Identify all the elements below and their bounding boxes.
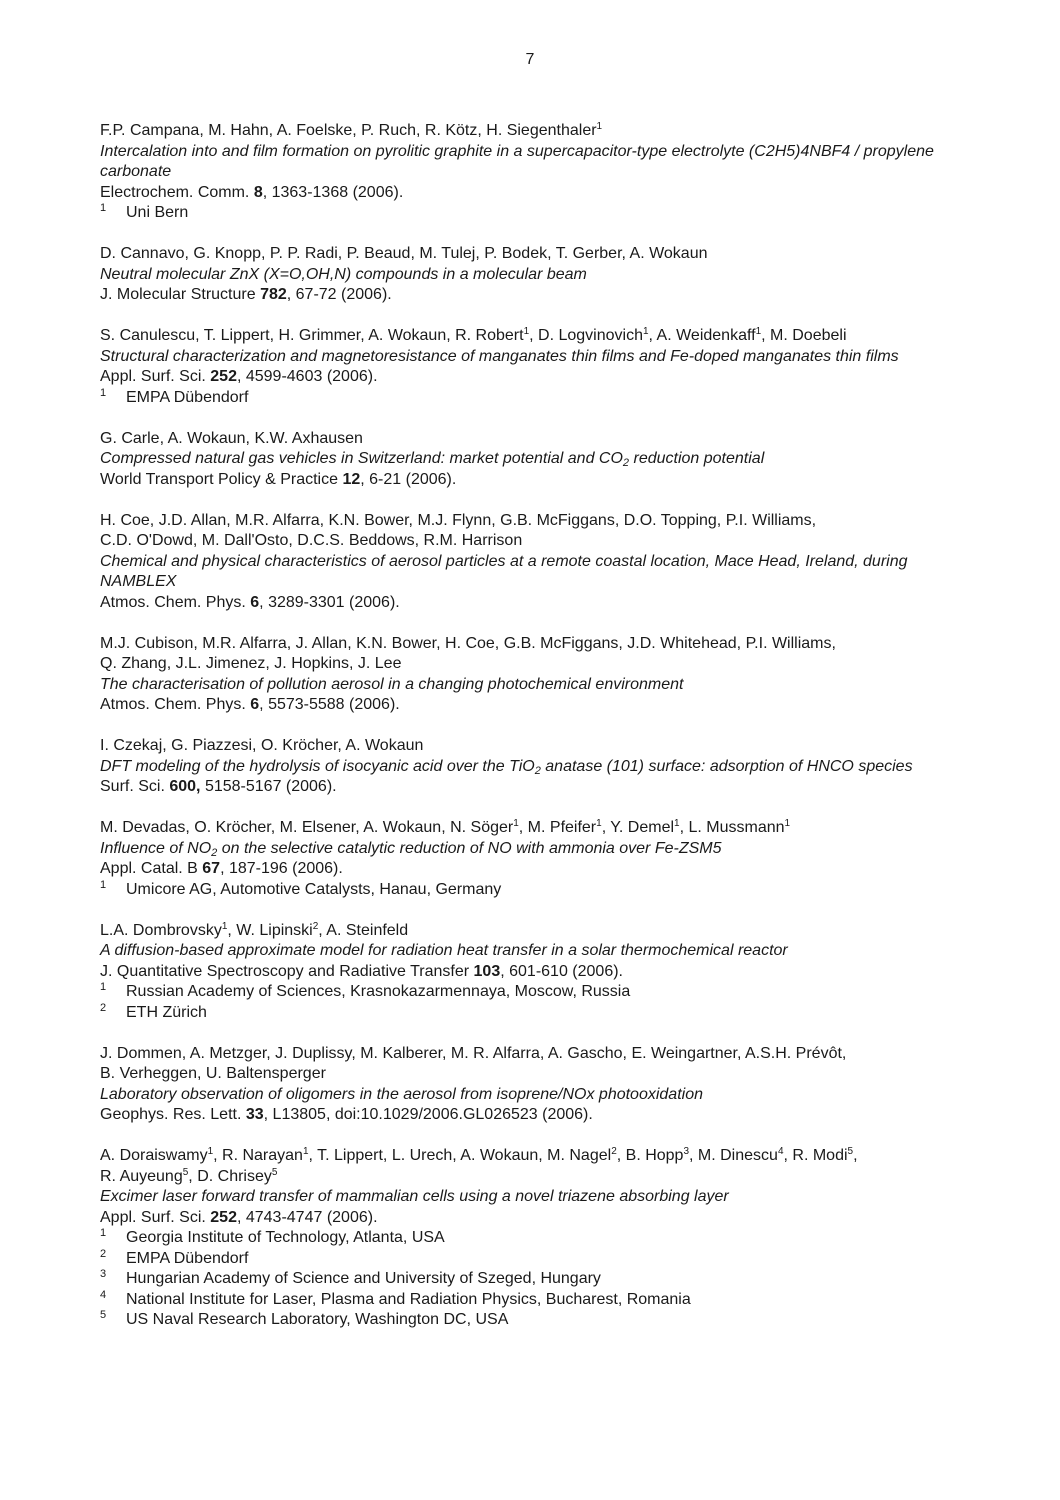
author-text: D. Cannavo, G. Knopp, P. P. Radi, P. Beaud, M. Tulej, P. Bodek, T. Gerber, A. Wokaun bbox=[100, 245, 708, 262]
reference-citation bbox=[100, 593, 970, 614]
reference-authors bbox=[100, 921, 970, 942]
reference-title bbox=[100, 142, 970, 183]
footnote-marker: 1 bbox=[100, 386, 107, 399]
author-text: G. Carle, A. Wokaun, K.W. Axhausen bbox=[100, 429, 363, 447]
journal-name: J. Quantitative Spectroscopy and Radiative Transfer bbox=[100, 962, 474, 980]
journal-name: World Transport Policy & Practice bbox=[100, 470, 343, 488]
affiliation-marker: 1 bbox=[642, 326, 649, 337]
author-text: I. Czekaj, G. Piazzesi, O. Kröcher, A. Wokaun bbox=[100, 737, 424, 754]
author-text: , bbox=[853, 1147, 858, 1164]
reference-authors bbox=[100, 326, 970, 347]
footnote-marker: 4 bbox=[100, 1288, 107, 1301]
reference-entry bbox=[100, 326, 970, 408]
author-text: J. Dommen, A. Metzger, J. Duplissy, M. Kalberer, M. R. Alfarra, A. Gascho, E. Weingartner, A.S.H. Prévôt, bbox=[100, 1044, 847, 1062]
journal-pages: , 6-21 (2006). bbox=[360, 470, 457, 488]
affiliation-footnote bbox=[100, 1310, 970, 1331]
author-text: S. Canulescu, T. Lippert, H. Grimmer, A. Wokaun, R. Robert bbox=[100, 327, 524, 344]
affiliation-marker: 1 bbox=[207, 1146, 214, 1157]
reference-entry bbox=[100, 818, 970, 900]
journal-volume: 6 bbox=[250, 593, 260, 611]
author-text: M. Devadas, O. Kröcher, M. Elsener, A. Wokaun, N. Söger bbox=[100, 819, 514, 836]
affiliation-marker: 1 bbox=[755, 326, 762, 337]
affiliation-text: Hungarian Academy of Science and University of Szeged, Hungary bbox=[126, 1270, 601, 1287]
reference-authors bbox=[100, 121, 970, 142]
journal-volume: 12 bbox=[342, 470, 361, 488]
journal-pages: , 5573-5588 (2006). bbox=[259, 696, 400, 713]
affiliation-text: Russian Academy of Sciences, Krasnokazarmennaya, Moscow, Russia bbox=[126, 983, 631, 1000]
reference-authors bbox=[100, 244, 970, 265]
title-text: Chemical and physical characteristics of aerosol particles at a remote coastal location, Mace Head, Ireland, during NAMBLEX bbox=[100, 552, 908, 590]
reference-citation bbox=[100, 859, 970, 880]
journal-name: Surf. Sci. bbox=[100, 778, 170, 795]
reference-entry bbox=[100, 121, 970, 224]
reference-citation bbox=[100, 183, 970, 204]
footnote-marker: 2 bbox=[100, 1001, 107, 1014]
author-text: B. Verheggen, U. Baltensperger bbox=[100, 1065, 326, 1082]
page-number: 7 bbox=[525, 51, 535, 68]
journal-name: Atmos. Chem. Phys. bbox=[100, 696, 251, 713]
affiliation-footnote bbox=[100, 1003, 970, 1024]
author-text: , A. Steinfeld bbox=[318, 921, 409, 939]
author-text: , Y. Demel bbox=[601, 819, 675, 836]
affiliation-footnote bbox=[100, 982, 970, 1003]
journal-name: Atmos. Chem. Phys. bbox=[100, 593, 251, 611]
affiliation-footnote bbox=[100, 880, 970, 901]
reference-title bbox=[100, 1085, 970, 1106]
reference-entry bbox=[100, 634, 970, 716]
reference-title bbox=[100, 941, 970, 962]
affiliation-text: ETH Zürich bbox=[126, 1003, 207, 1021]
author-text: , R. Narayan bbox=[213, 1147, 303, 1164]
author-text: , M. Dinescu bbox=[689, 1147, 778, 1164]
reference-entry bbox=[100, 736, 970, 798]
journal-pages: , 3289-3301 (2006). bbox=[259, 593, 400, 611]
author-text: , B. Hopp bbox=[616, 1147, 684, 1164]
reference-list bbox=[100, 121, 970, 1351]
journal-volume: 103 bbox=[473, 962, 501, 980]
title-text: Intercalation into and film formation on pyrolitic graphite in a supercapacitor-type electrolyte (C2H5)4NBF4 / propylene carbonate bbox=[100, 142, 934, 180]
affiliation-footnote bbox=[100, 203, 970, 224]
journal-volume: 252 bbox=[210, 368, 237, 385]
affiliation-footnote bbox=[100, 1269, 970, 1290]
journal-volume: 67 bbox=[202, 860, 221, 877]
title-text: reduction potential bbox=[629, 450, 765, 467]
affiliation-marker: 1 bbox=[513, 818, 519, 829]
affiliation-text: Georgia Institute of Technology, Atlanta, USA bbox=[126, 1229, 445, 1246]
reference-citation bbox=[100, 695, 970, 716]
affiliation-text: US Naval Research Laboratory, Washington DC, USA bbox=[126, 1311, 509, 1328]
affiliation-text: EMPA Dübendorf bbox=[126, 388, 249, 406]
affiliation-marker: 3 bbox=[683, 1146, 690, 1157]
author-text: Q. Zhang, J.L. Jimenez, J. Hopkins, J. Lee bbox=[100, 655, 402, 672]
affiliation-footnote bbox=[100, 1228, 970, 1249]
reference-entry bbox=[100, 511, 970, 614]
reference-authors bbox=[100, 1146, 970, 1187]
affiliation-marker: 1 bbox=[302, 1146, 309, 1157]
footnote-marker: 1 bbox=[100, 981, 107, 993]
reference-entry bbox=[100, 429, 970, 491]
affiliation-marker: 1 bbox=[674, 818, 680, 829]
reference-title bbox=[100, 675, 970, 696]
footnote-marker: 2 bbox=[100, 1247, 107, 1260]
author-text: , M. Pfeifer bbox=[518, 819, 597, 836]
journal-pages: , 4599-4603 (2006). bbox=[236, 368, 378, 385]
title-text: A diffusion-based approximate model for radiation heat transfer in a solar thermochemical reactor bbox=[100, 942, 788, 959]
author-text: R. Auyeung bbox=[100, 1167, 183, 1185]
reference-title bbox=[100, 839, 970, 860]
journal-name: Appl. Surf. Sci. bbox=[100, 368, 211, 385]
affiliation-footnote bbox=[100, 388, 970, 409]
affiliation-footnote bbox=[100, 1249, 970, 1270]
affiliation-marker: 1 bbox=[784, 818, 791, 829]
journal-name: J. Molecular Structure bbox=[100, 286, 261, 303]
author-text: A. Doraiswamy bbox=[100, 1147, 208, 1164]
journal-volume: 33 bbox=[245, 1106, 264, 1123]
journal-name: Appl. Surf. Sci. bbox=[100, 1208, 211, 1226]
reference-title bbox=[100, 449, 970, 470]
journal-volume: 8 bbox=[253, 183, 263, 201]
title-text: Laboratory observation of oligomers in the aerosol from isoprene/NOx photooxidation bbox=[100, 1085, 703, 1103]
journal-volume: 600, bbox=[169, 778, 201, 795]
footnote-marker: 1 bbox=[100, 1227, 107, 1239]
affiliation-marker: 1 bbox=[523, 326, 530, 337]
affiliation-marker: 5 bbox=[271, 1166, 278, 1178]
title-text: DFT modeling of the hydrolysis of isocyanic acid over the TiO bbox=[100, 757, 535, 775]
reference-citation bbox=[100, 470, 970, 491]
reference-authors bbox=[100, 634, 970, 675]
journal-name: Geophys. Res. Lett. bbox=[100, 1106, 246, 1123]
title-text: Excimer laser forward transfer of mammalian cells using a novel triazene absorbing layer bbox=[100, 1188, 729, 1205]
author-text: H. Coe, J.D. Allan, M.R. Alfarra, K.N. Bower, M.J. Flynn, G.B. McFiggans, D.O. Topping, P.I. Williams, bbox=[100, 511, 817, 529]
footnote-marker: 1 bbox=[100, 878, 107, 891]
reference-title bbox=[100, 757, 970, 778]
reference-title bbox=[100, 1187, 970, 1208]
title-text: Neutral molecular ZnX (X=O,OH,N) compounds in a molecular beam bbox=[100, 265, 587, 283]
affiliation-text: Umicore AG, Automotive Catalysts, Hanau, Germany bbox=[126, 880, 502, 898]
author-text: , R. Modi bbox=[783, 1147, 848, 1164]
author-text: , L. Mussmann bbox=[679, 819, 785, 836]
reference-citation bbox=[100, 1208, 970, 1229]
subscript: 2 bbox=[211, 846, 218, 859]
affiliation-text: Uni Bern bbox=[126, 204, 189, 221]
reference-citation bbox=[100, 1105, 970, 1126]
reference-authors bbox=[100, 511, 970, 552]
journal-volume: 6 bbox=[250, 696, 260, 713]
author-text: , T. Lippert, L. Urech, A. Wokaun, M. Nagel bbox=[308, 1147, 612, 1164]
reference-citation bbox=[100, 777, 970, 798]
affiliation-marker: 1 bbox=[596, 121, 603, 132]
affiliation-text: National Institute for Laser, Plasma and Radiation Physics, Bucharest, Romania bbox=[126, 1290, 691, 1308]
journal-name: Appl. Catal. B bbox=[100, 860, 203, 877]
author-text: , M. Doebeli bbox=[761, 327, 847, 344]
affiliation-marker: 2 bbox=[611, 1146, 617, 1157]
reference-authors bbox=[100, 429, 970, 450]
author-text: L.A. Dombrovsky bbox=[100, 921, 222, 939]
affiliation-marker: 1 bbox=[221, 920, 228, 932]
journal-pages: , 1363-1368 (2006). bbox=[262, 183, 404, 201]
reference-citation bbox=[100, 367, 970, 388]
author-text: M.J. Cubison, M.R. Alfarra, J. Allan, K.N. Bower, H. Coe, G.B. McFiggans, J.D. Whitehead, P.I. Williams, bbox=[100, 634, 836, 652]
author-text: , A. Weidenkaff bbox=[648, 327, 756, 344]
subscript: 2 bbox=[622, 457, 630, 469]
title-text: on the selective catalytic reduction of NO with ammonia over Fe-ZSM5 bbox=[217, 839, 722, 857]
journal-pages: , L13805, doi:10.1029/2006.GL026523 (2006). bbox=[263, 1106, 593, 1123]
footnote-marker: 5 bbox=[100, 1309, 107, 1321]
journal-pages: 5158-5167 (2006). bbox=[200, 778, 337, 795]
author-text: C.D. O'Dowd, M. Dall'Osto, D.C.S. Beddows, R.M. Harrison bbox=[100, 532, 523, 549]
title-text: Influence of NO bbox=[100, 839, 212, 857]
reference-authors bbox=[100, 736, 970, 757]
reference-title bbox=[100, 265, 970, 286]
affiliation-marker: 5 bbox=[182, 1166, 189, 1178]
reference-citation bbox=[100, 962, 970, 983]
affiliation-marker: 1 bbox=[596, 818, 602, 829]
reference-title bbox=[100, 552, 970, 593]
subscript: 2 bbox=[534, 764, 541, 777]
journal-name: Electrochem. Comm. bbox=[100, 183, 254, 201]
journal-pages: , 187-196 (2006). bbox=[220, 860, 343, 877]
journal-pages: , 4743-4747 (2006). bbox=[236, 1208, 378, 1226]
affiliation-text: EMPA Dübendorf bbox=[126, 1249, 249, 1267]
journal-pages: , 601-610 (2006). bbox=[500, 962, 623, 980]
author-text: , D. Chrisey bbox=[188, 1167, 272, 1185]
affiliation-marker: 2 bbox=[312, 920, 319, 932]
footnote-marker: 3 bbox=[100, 1268, 107, 1280]
title-text: Compressed natural gas vehicles in Switzerland: market potential and CO bbox=[100, 450, 623, 467]
reference-entry bbox=[100, 1044, 970, 1126]
footnote-marker: 1 bbox=[100, 202, 107, 214]
title-text: Structural characterization and magnetoresistance of manganates thin films and Fe-doped manganates thin films bbox=[100, 347, 899, 365]
title-text: anatase (101) surface: adsorption of HNCO species bbox=[540, 757, 913, 775]
author-text: , W. Lipinski bbox=[227, 921, 313, 939]
affiliation-marker: 4 bbox=[777, 1146, 784, 1157]
author-text: , D. Logvinovich bbox=[529, 327, 643, 344]
reference-entry bbox=[100, 1146, 970, 1331]
affiliation-marker: 5 bbox=[847, 1146, 854, 1157]
journal-volume: 252 bbox=[210, 1208, 237, 1226]
affiliation-footnote bbox=[100, 1290, 970, 1311]
reference-entry bbox=[100, 921, 970, 1024]
reference-authors bbox=[100, 1044, 970, 1085]
reference-authors bbox=[100, 818, 970, 839]
reference-citation bbox=[100, 285, 970, 306]
journal-pages: , 67-72 (2006). bbox=[286, 286, 392, 303]
title-text: The characterisation of pollution aerosol in a changing photochemical environment bbox=[100, 675, 684, 693]
author-text: F.P. Campana, M. Hahn, A. Foelske, P. Ruch, R. Kötz, H. Siegenthaler bbox=[100, 122, 597, 139]
journal-volume: 782 bbox=[260, 286, 287, 303]
reference-entry bbox=[100, 244, 970, 306]
reference-title bbox=[100, 347, 970, 368]
